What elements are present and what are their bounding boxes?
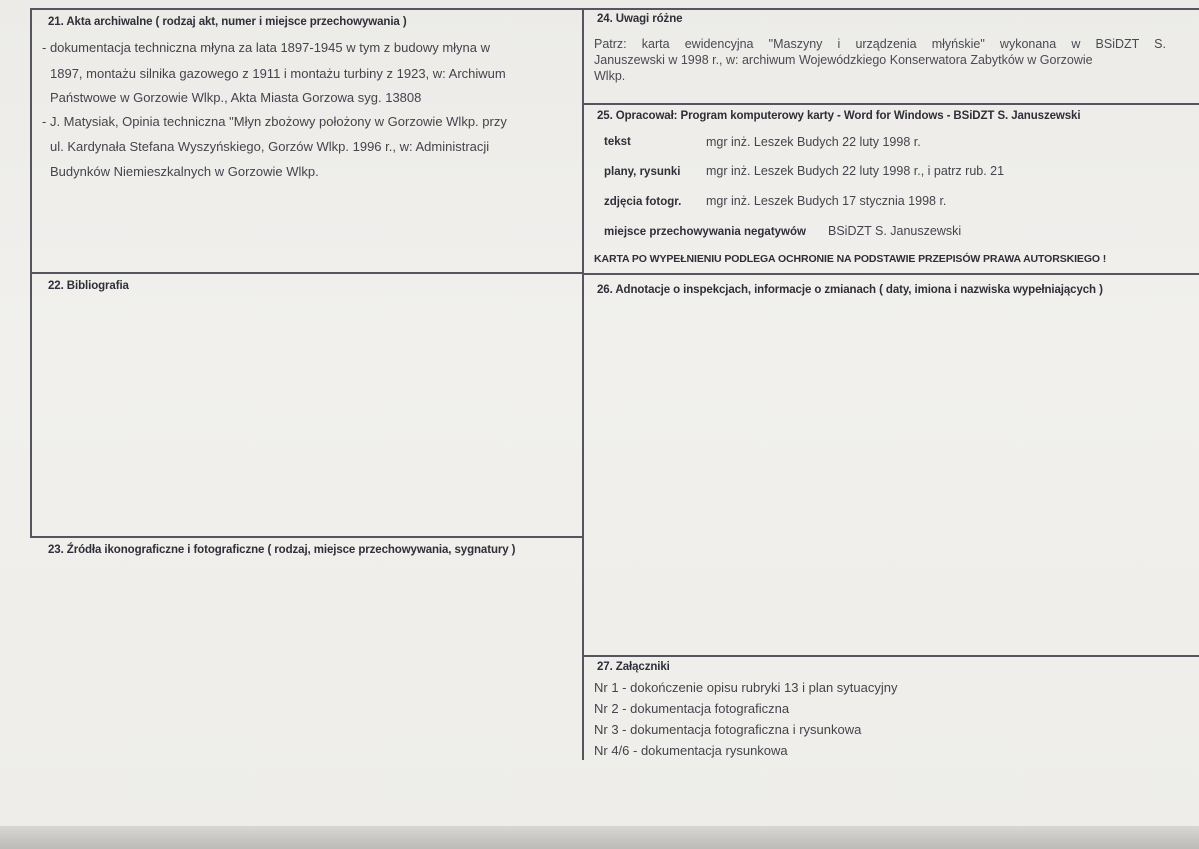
section-21-line: - J. Matysiak, Opinia techniczna "Młyn zbożowy położony w Gorzowie Wlkp. przy (42, 114, 507, 129)
author-row-value: mgr inż. Leszek Budych 22 luty 1998 r. (706, 135, 921, 149)
section-21-line: Budynków Niemieszkalnych w Gorzowie Wlkp. (50, 164, 319, 179)
top-rule (30, 8, 1199, 10)
rule-21-22 (30, 272, 583, 274)
scan-edge-shadow (0, 826, 1199, 849)
author-row-label: plany, rysunki (604, 166, 681, 178)
section-21-line: Państwowe w Gorzowie Wlkp., Akta Miasta Gorzowa syg. 13808 (50, 90, 422, 105)
attachment-item: Nr 3 - dokumentacja fotograficzna i rysunkowa (594, 722, 862, 737)
attachment-item: Nr 2 - dokumentacja fotograficzna (594, 701, 790, 716)
section-23-header: 23. Źródła ikonograficzne i fotograficzne ( rodzaj, miejsce przechowywania, sygnatury ) (48, 544, 516, 556)
section-25-header: 25. Opracował: Program komputerowy karty - Word for Windows - BSiDZT S. Januszewski (597, 110, 1081, 122)
rule-24-25 (582, 103, 1199, 105)
attachment-item: Nr 4/6 - dokumentacja rysunkowa (594, 743, 788, 758)
author-row-value: mgr inż. Leszek Budych 22 luty 1998 r., i patrz rub. 21 (706, 164, 1005, 178)
copyright-warning: KARTA PO WYPEŁNIENIU PODLEGA OCHRONIE NA PODSTAWIE PRZEPISÓW PRAWA AUTORSKIEGO ! (594, 253, 1107, 265)
section-24-line: Patrz: karta ewidencyjna "Maszyny i urządzenia młyńskie" wykonana w BSiDZT S. (594, 37, 1166, 51)
section-21-line: ul. Kardynała Stefana Wyszyńskiego, Gorzów Wlkp. 1996 r., w: Administracji (50, 139, 490, 154)
section-21-header: 21. Akta archiwalne ( rodzaj akt, numer i miejsce przechowywania ) (48, 16, 407, 28)
section-24-text (594, 36, 1166, 84)
section-21-line: 1897, montażu silnika gazowego z 1911 i montażu turbiny z 1923, w: Archiwum (50, 66, 506, 81)
center-divider (582, 8, 584, 760)
section-21-line: - dokumentacja techniczna młyna za lata 1897-1945 w tym z budowy młyna w (42, 40, 490, 55)
author-row-label: miejsce przechowywania negatywów (604, 226, 806, 238)
section-26-header: 26. Adnotacje o inspekcjach, informacje o zmianach ( daty, imiona i nazwiska wypełniających ) (597, 284, 1103, 296)
section-24-line: Januszewski w 1998 r., w: archiwum Wojewódzkiego Konserwatora Zabytków w Gorzowie (594, 53, 1093, 67)
author-row-value: mgr inż. Leszek Budych 17 stycznia 1998 r. (706, 194, 947, 208)
author-row-value: BSiDZT S. Januszewski (828, 224, 962, 238)
section-24-line: Wlkp. (594, 69, 626, 83)
rule-22-23 (30, 536, 583, 538)
section-24-header: 24. Uwagi różne (597, 13, 683, 25)
rule-25-26 (582, 273, 1199, 275)
author-row-label: zdjęcia fotogr. (604, 196, 682, 208)
section-22-header: 22. Bibliografia (48, 280, 129, 292)
section-27-header: 27. Załączniki (597, 661, 670, 673)
attachment-item: Nr 1 - dokończenie opisu rubryki 13 i plan sytuacyjny (594, 680, 898, 695)
author-row-label: tekst (604, 136, 631, 148)
rule-26-27 (582, 655, 1199, 657)
